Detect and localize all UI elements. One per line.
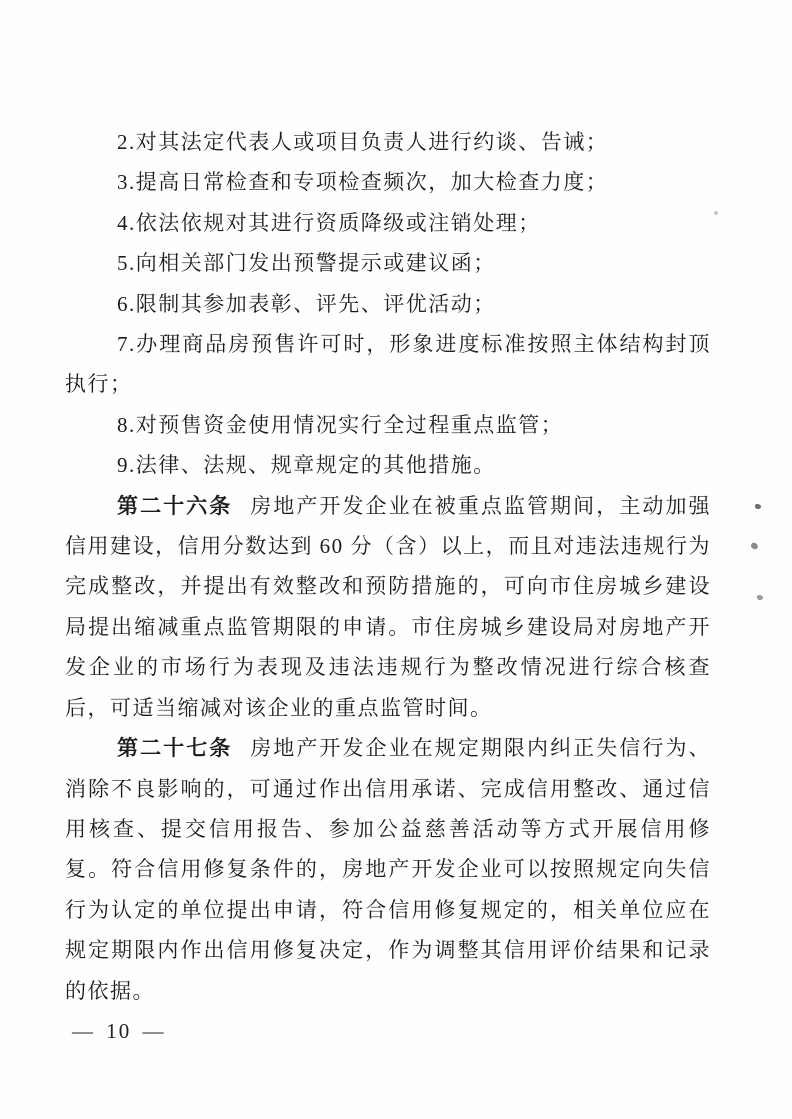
list-item-9: 9.法律、法规、规章规定的其他措施。 xyxy=(117,453,496,478)
list-item-7: 7.办理商品房预售许可时，形象进度标准按照主体结构封顶执行； xyxy=(65,332,711,397)
scan-speck xyxy=(714,211,718,215)
article-26-text: 房地产开发企业在被重点监管期间，主动加强信用建设，信用分数达到 60 分（含）以上，而且对违法违规行为完成整改，并提出有效整改和预防措施的，可向市住房城乡建设局提出缩减重点监管期限的申请。市住房城乡建设局对房地产开发企业的市场行为表现及违法违规行为整改情况进行综合核查后，可适当缩减对该企业的重点监管时间。 xyxy=(65,493,712,720)
list-item-3: 3.提高日常检查和专项检查频次，加大检查力度； xyxy=(117,170,609,195)
article-27-text: 房地产开发企业在规定期限内纠正失信行为、消除不良影响的，可通过作出信用承诺、完成信用整改、通过信用核查、提交信用报告、参加公益慈善活动等方式开展信用修复。符合信用修复条件的，房地产开发企业可以按照规定向失信行为认定的单位提出申请，符合信用修复规定的，相关单位应在规定期限内作出信用修复决定，作为调整其信用评价结果和记录的依据。 xyxy=(65,736,712,1003)
article-26-heading: 第二十六条 xyxy=(117,493,233,518)
scan-speck xyxy=(757,595,763,600)
document-body xyxy=(65,122,711,1011)
article-27-paragraph xyxy=(65,728,711,1011)
article-26-paragraph xyxy=(65,486,711,728)
list-item-2: 2.对其法定代表人或项目负责人进行约谈、告诫； xyxy=(117,130,609,154)
list-item-5: 5.向相关部门发出预警提示或建议函； xyxy=(117,251,496,276)
page-number: — 10 — xyxy=(72,1019,166,1043)
scan-speck xyxy=(750,542,759,550)
article-27-heading: 第二十七条 xyxy=(117,736,233,761)
list-item-6: 6.限制其参加表彰、评先、评优活动； xyxy=(117,291,496,316)
list-item-8: 8.对预售资金使用情况实行全过程重点监管； xyxy=(117,412,564,437)
scan-speck xyxy=(755,504,761,509)
list-item-4: 4.依法依规对其进行资质降级或注销处理； xyxy=(117,210,541,235)
